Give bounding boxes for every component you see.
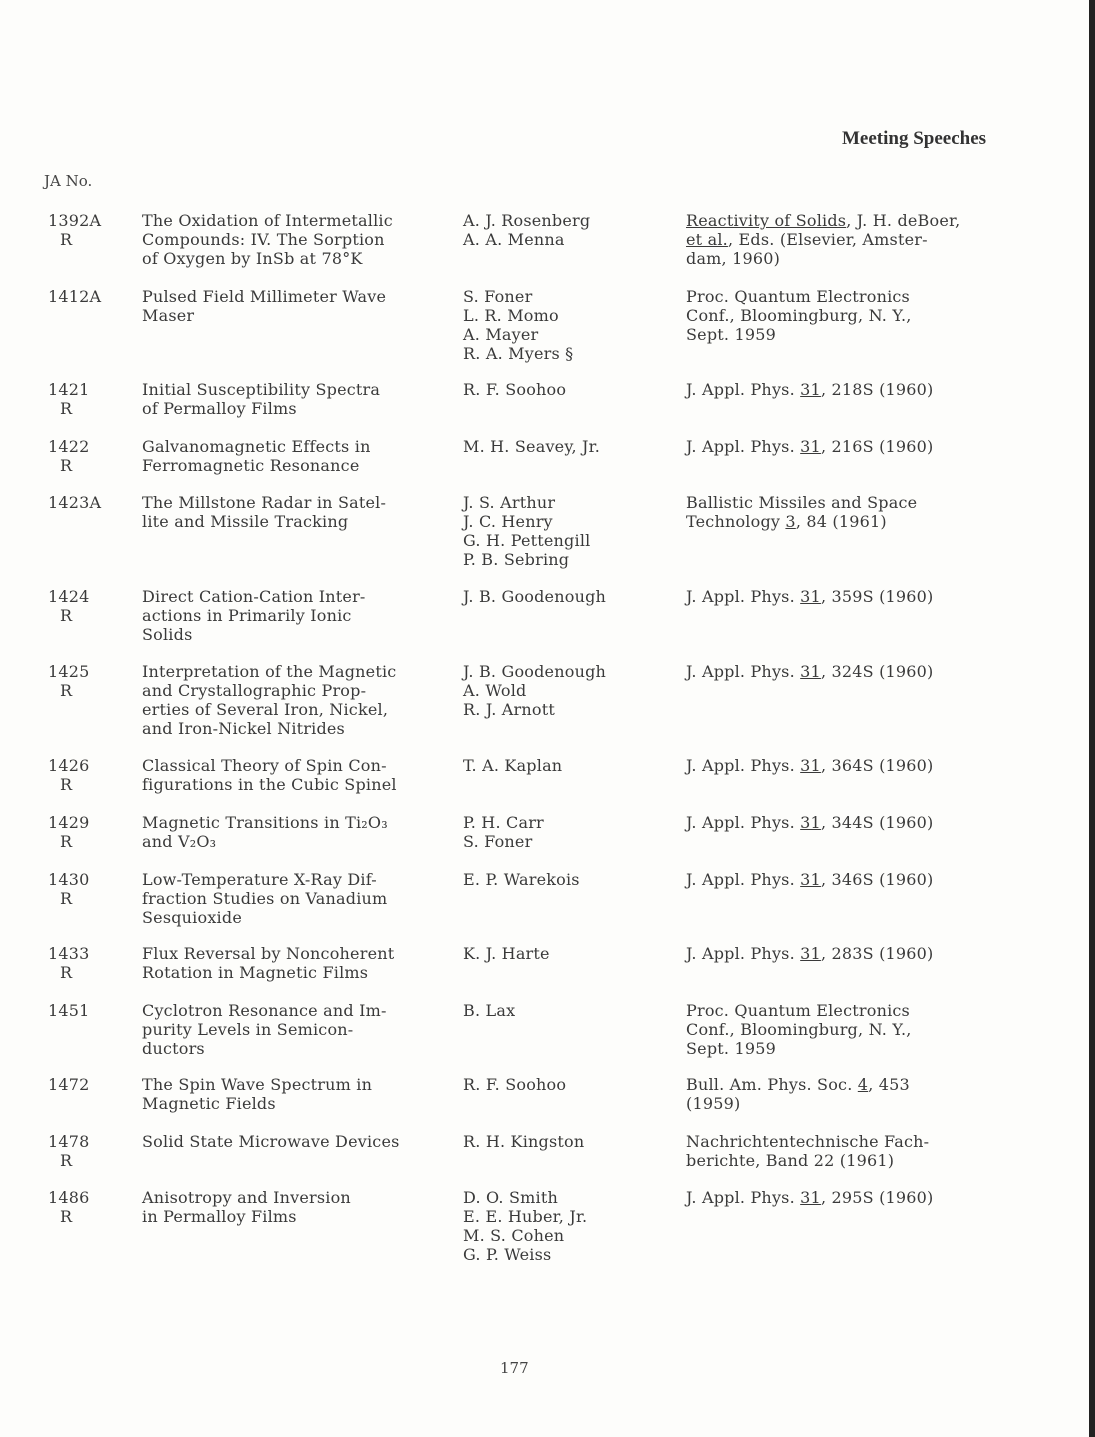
reference-line [686, 512, 1016, 531]
speech-authors [463, 1001, 673, 1020]
speech-title [142, 380, 452, 418]
ja-suffix: R [60, 1151, 73, 1170]
reference-text: (1959) [686, 1094, 741, 1113]
speech-authors [463, 756, 673, 775]
title-line: Cyclotron Resonance and Im- [142, 1001, 387, 1020]
reference-line [686, 287, 1016, 306]
ja-suffix: R [60, 681, 73, 700]
ja-number-cell [48, 944, 128, 982]
reference-underlined: 31 [800, 380, 821, 399]
ja-number-cell [48, 1001, 128, 1020]
reference-line [686, 870, 1016, 889]
column-label: JA No. [44, 172, 93, 190]
speech-reference [686, 437, 1016, 456]
ja-number-cell [48, 1188, 128, 1226]
title-line: and Crystallographic Prop- [142, 681, 367, 700]
reference-text: J. Appl. Phys. [686, 944, 801, 963]
ja-suffix: R [60, 832, 73, 851]
reference-underlined: 31 [800, 587, 821, 606]
reference-text: Bull. Am. Phys. Soc. [686, 1075, 858, 1094]
title-line: Maser [142, 306, 195, 325]
title-line: Anisotropy and Inversion [142, 1188, 351, 1207]
reference-line [686, 306, 1016, 325]
reference-line [686, 1132, 1016, 1151]
speech-authors [463, 211, 673, 249]
speech-authors [463, 437, 673, 456]
title-line: Direct Cation-Cation Inter- [142, 587, 366, 606]
speech-title [142, 813, 452, 851]
reference-underlined: 31 [800, 437, 821, 456]
title-line: Magnetic Transitions in Ti₂O₃ [142, 813, 388, 832]
title-line: of Permalloy Films [142, 399, 297, 418]
reference-text: , J. H. deBoer, [846, 211, 961, 230]
title-line: Solids [142, 625, 193, 644]
author-name: T. A. Kaplan [463, 756, 563, 775]
title-line: Compounds: IV. The Sorption [142, 230, 385, 249]
speech-authors [463, 1188, 673, 1264]
reference-text: , 346S (1960) [820, 870, 934, 889]
ja-suffix: R [60, 606, 73, 625]
title-line: Low-Temperature X-Ray Dif- [142, 870, 377, 889]
author-name: S. Foner [463, 832, 533, 851]
reference-underlined: 31 [800, 662, 821, 681]
author-name: R. H. Kingston [463, 1132, 585, 1151]
title-line: The Spin Wave Spectrum in [142, 1075, 373, 1094]
author-name: J. B. Goodenough [463, 587, 607, 606]
reference-underlined: 3 [785, 512, 796, 531]
author-name: S. Foner [463, 287, 533, 306]
author-name: M. H. Seavey, Jr. [463, 437, 601, 456]
reference-text: , Eds. (Elsevier, Amster- [727, 230, 928, 249]
ja-number: 1478 [48, 1132, 90, 1151]
page-number: 177 [500, 1359, 529, 1377]
ja-number-cell [48, 1132, 128, 1170]
reference-text: J. Appl. Phys. [686, 870, 801, 889]
reference-underlined: 4 [857, 1075, 869, 1094]
speech-authors [463, 380, 673, 399]
ja-number-cell [48, 813, 128, 851]
reference-text: , 453 [868, 1075, 910, 1094]
author-name: R. A. Myers § [463, 344, 574, 363]
author-name: J. C. Henry [463, 512, 553, 531]
reference-text: Technology [686, 512, 786, 531]
reference-line [686, 211, 1016, 230]
reference-text: Ballistic Missiles and Space [686, 493, 918, 512]
reference-line [686, 249, 1016, 268]
speech-reference [686, 587, 1016, 606]
reference-line [686, 1188, 1016, 1207]
title-line: Rotation in Magnetic Films [142, 963, 369, 982]
author-name: A. Wold [463, 681, 527, 700]
reference-text: , 218S (1960) [820, 380, 934, 399]
author-name: K. J. Harte [463, 944, 550, 963]
title-line: Sesquioxide [142, 908, 242, 927]
title-line: Interpretation of the Magnetic [142, 662, 397, 681]
ja-suffix: R [60, 399, 73, 418]
author-name: G. P. Weiss [463, 1245, 552, 1264]
reference-underlined: et al. [686, 230, 728, 249]
author-name: G. H. Pettengill [463, 531, 591, 550]
reference-line [686, 662, 1016, 681]
ja-number: 1430 [48, 870, 90, 889]
reference-text: J. Appl. Phys. [686, 380, 801, 399]
speech-reference [686, 662, 1016, 681]
ja-number-cell [48, 756, 128, 794]
author-name: R. J. Arnott [463, 700, 555, 719]
page-edge [1089, 0, 1095, 1437]
speech-title [142, 1188, 452, 1226]
reference-text: Proc. Quantum Electronics [686, 1001, 910, 1020]
speech-title [142, 287, 452, 325]
speech-reference [686, 287, 1016, 344]
ja-suffix: R [60, 1207, 73, 1226]
title-line: Pulsed Field Millimeter Wave [142, 287, 387, 306]
ja-number: 1421 [48, 380, 90, 399]
author-name: J. S. Arthur [463, 493, 556, 512]
speech-reference [686, 870, 1016, 889]
ja-number-cell [48, 662, 128, 700]
reference-line [686, 1151, 1016, 1170]
title-line: lite and Missile Tracking [142, 512, 349, 531]
title-line: purity Levels in Semicon- [142, 1020, 354, 1039]
reference-text: Proc. Quantum Electronics [686, 287, 910, 306]
title-line: Flux Reversal by Noncoherent [142, 944, 395, 963]
ja-number-cell [48, 587, 128, 625]
speech-authors [463, 870, 673, 889]
reference-line [686, 1020, 1016, 1039]
author-name: A. Mayer [463, 325, 539, 344]
reference-text: , 364S (1960) [820, 756, 934, 775]
author-name: E. P. Warekois [463, 870, 580, 889]
reference-line [686, 1001, 1016, 1020]
reference-underlined: 31 [800, 944, 821, 963]
reference-underlined: Reactivity of Solids [686, 211, 847, 230]
author-name: L. R. Momo [463, 306, 559, 325]
ja-number-cell [48, 870, 128, 908]
ja-number: 1429 [48, 813, 90, 832]
reference-text: , 324S (1960) [820, 662, 934, 681]
title-line: actions in Primarily Ionic [142, 606, 352, 625]
speech-reference [686, 211, 1016, 268]
title-line: Magnetic Fields [142, 1094, 276, 1113]
speech-reference [686, 944, 1016, 963]
author-name: B. Lax [463, 1001, 516, 1020]
author-name: P. B. Sebring [463, 550, 570, 569]
ja-number: 1451 [48, 1001, 90, 1020]
author-name: E. E. Huber, Jr. [463, 1207, 588, 1226]
author-name: D. O. Smith [463, 1188, 558, 1207]
ja-suffix: R [60, 230, 73, 249]
ja-number-cell [48, 211, 128, 249]
reference-underlined: 31 [800, 870, 821, 889]
title-line: ductors [142, 1039, 205, 1058]
author-name: A. A. Menna [463, 230, 565, 249]
ja-suffix: R [60, 889, 73, 908]
reference-line [686, 1075, 1016, 1094]
title-line: The Oxidation of Intermetallic [142, 211, 393, 230]
speech-title [142, 493, 452, 531]
speech-reference [686, 493, 1016, 531]
ja-number: 1392A [48, 211, 102, 230]
title-line: Ferromagnetic Resonance [142, 456, 360, 475]
reference-underlined: 31 [800, 756, 821, 775]
speech-reference [686, 756, 1016, 775]
speech-title [142, 756, 452, 794]
reference-text: berichte, Band 22 (1961) [686, 1151, 895, 1170]
reference-line [686, 1039, 1016, 1058]
speech-title [142, 870, 452, 927]
ja-suffix: R [60, 963, 73, 982]
speech-title [142, 1001, 452, 1058]
speech-title [142, 1075, 452, 1113]
author-name: R. F. Soohoo [463, 1075, 567, 1094]
reference-line [686, 1094, 1016, 1113]
reference-text: Sept. 1959 [686, 325, 776, 344]
ja-suffix: R [60, 456, 73, 475]
title-line: figurations in the Cubic Spinel [142, 775, 397, 794]
speech-authors [463, 587, 673, 606]
reference-line [686, 230, 1016, 249]
speech-authors [463, 493, 673, 569]
reference-line [686, 944, 1016, 963]
ja-number: 1426 [48, 756, 90, 775]
reference-text: Conf., Bloomingburg, N. Y., [686, 306, 912, 325]
reference-line [686, 493, 1016, 512]
speech-reference [686, 1188, 1016, 1207]
reference-text: dam, 1960) [686, 249, 781, 268]
reference-underlined: 31 [800, 813, 821, 832]
section-title: Meeting Speeches [842, 128, 987, 149]
reference-text: J. Appl. Phys. [686, 437, 801, 456]
reference-text: J. Appl. Phys. [686, 1188, 801, 1207]
author-name: A. J. Rosenberg [463, 211, 591, 230]
ja-number: 1425 [48, 662, 90, 681]
reference-text: , 84 (1961) [795, 512, 887, 531]
title-line: Solid State Microwave Devices [142, 1132, 400, 1151]
speech-title [142, 662, 452, 738]
author-name: M. S. Cohen [463, 1226, 565, 1245]
ja-number: 1424 [48, 587, 90, 606]
reference-line [686, 325, 1016, 344]
reference-text: J. Appl. Phys. [686, 756, 801, 775]
ja-number: 1486 [48, 1188, 90, 1207]
speech-authors [463, 1075, 673, 1094]
speech-authors [463, 944, 673, 963]
reference-line [686, 756, 1016, 775]
title-line: fraction Studies on Vanadium [142, 889, 388, 908]
title-line: erties of Several Iron, Nickel, [142, 700, 389, 719]
speech-title [142, 1132, 452, 1151]
title-line: Initial Susceptibility Spectra [142, 380, 381, 399]
speech-title [142, 587, 452, 644]
title-line: and V₂O₃ [142, 832, 217, 851]
title-line: Galvanomagnetic Effects in [142, 437, 371, 456]
reference-text: , 344S (1960) [820, 813, 934, 832]
speech-reference [686, 1132, 1016, 1170]
ja-number: 1472 [48, 1075, 90, 1094]
reference-line [686, 813, 1016, 832]
ja-number: 1423A [48, 493, 102, 512]
ja-number-cell [48, 1075, 128, 1094]
speech-reference [686, 1075, 1016, 1113]
speech-reference [686, 380, 1016, 399]
reference-underlined: 31 [800, 1188, 821, 1207]
speech-title [142, 944, 452, 982]
reference-line [686, 437, 1016, 456]
ja-number: 1422 [48, 437, 90, 456]
reference-text: J. Appl. Phys. [686, 587, 801, 606]
reference-text: , 295S (1960) [820, 1188, 934, 1207]
speech-authors [463, 662, 673, 719]
speech-authors [463, 813, 673, 851]
reference-text: Conf., Bloomingburg, N. Y., [686, 1020, 912, 1039]
speech-authors [463, 1132, 673, 1151]
reference-text: , 359S (1960) [820, 587, 934, 606]
reference-text: Sept. 1959 [686, 1039, 776, 1058]
author-name: J. B. Goodenough [463, 662, 607, 681]
speech-title [142, 211, 452, 268]
title-line: in Permalloy Films [142, 1207, 297, 1226]
ja-number: 1433 [48, 944, 90, 963]
reference-text: J. Appl. Phys. [686, 662, 801, 681]
speech-title [142, 437, 452, 475]
reference-line [686, 587, 1016, 606]
speech-reference [686, 813, 1016, 832]
ja-number-cell [48, 287, 128, 306]
author-name: P. H. Carr [463, 813, 544, 832]
title-line: of Oxygen by InSb at 78°K [142, 249, 363, 268]
ja-number-cell [48, 493, 128, 512]
ja-number-cell [48, 437, 128, 475]
reference-text: , 216S (1960) [820, 437, 934, 456]
ja-number-cell [48, 380, 128, 418]
reference-text: Nachrichtentechnische Fach- [686, 1132, 930, 1151]
speech-authors [463, 287, 673, 363]
ja-suffix: R [60, 775, 73, 794]
speech-reference [686, 1001, 1016, 1058]
reference-text: , 283S (1960) [820, 944, 934, 963]
title-line: and Iron-Nickel Nitrides [142, 719, 345, 738]
ja-number: 1412A [48, 287, 102, 306]
author-name: R. F. Soohoo [463, 380, 567, 399]
reference-text: J. Appl. Phys. [686, 813, 801, 832]
title-line: Classical Theory of Spin Con- [142, 756, 387, 775]
reference-line [686, 380, 1016, 399]
title-line: The Millstone Radar in Satel- [142, 493, 387, 512]
